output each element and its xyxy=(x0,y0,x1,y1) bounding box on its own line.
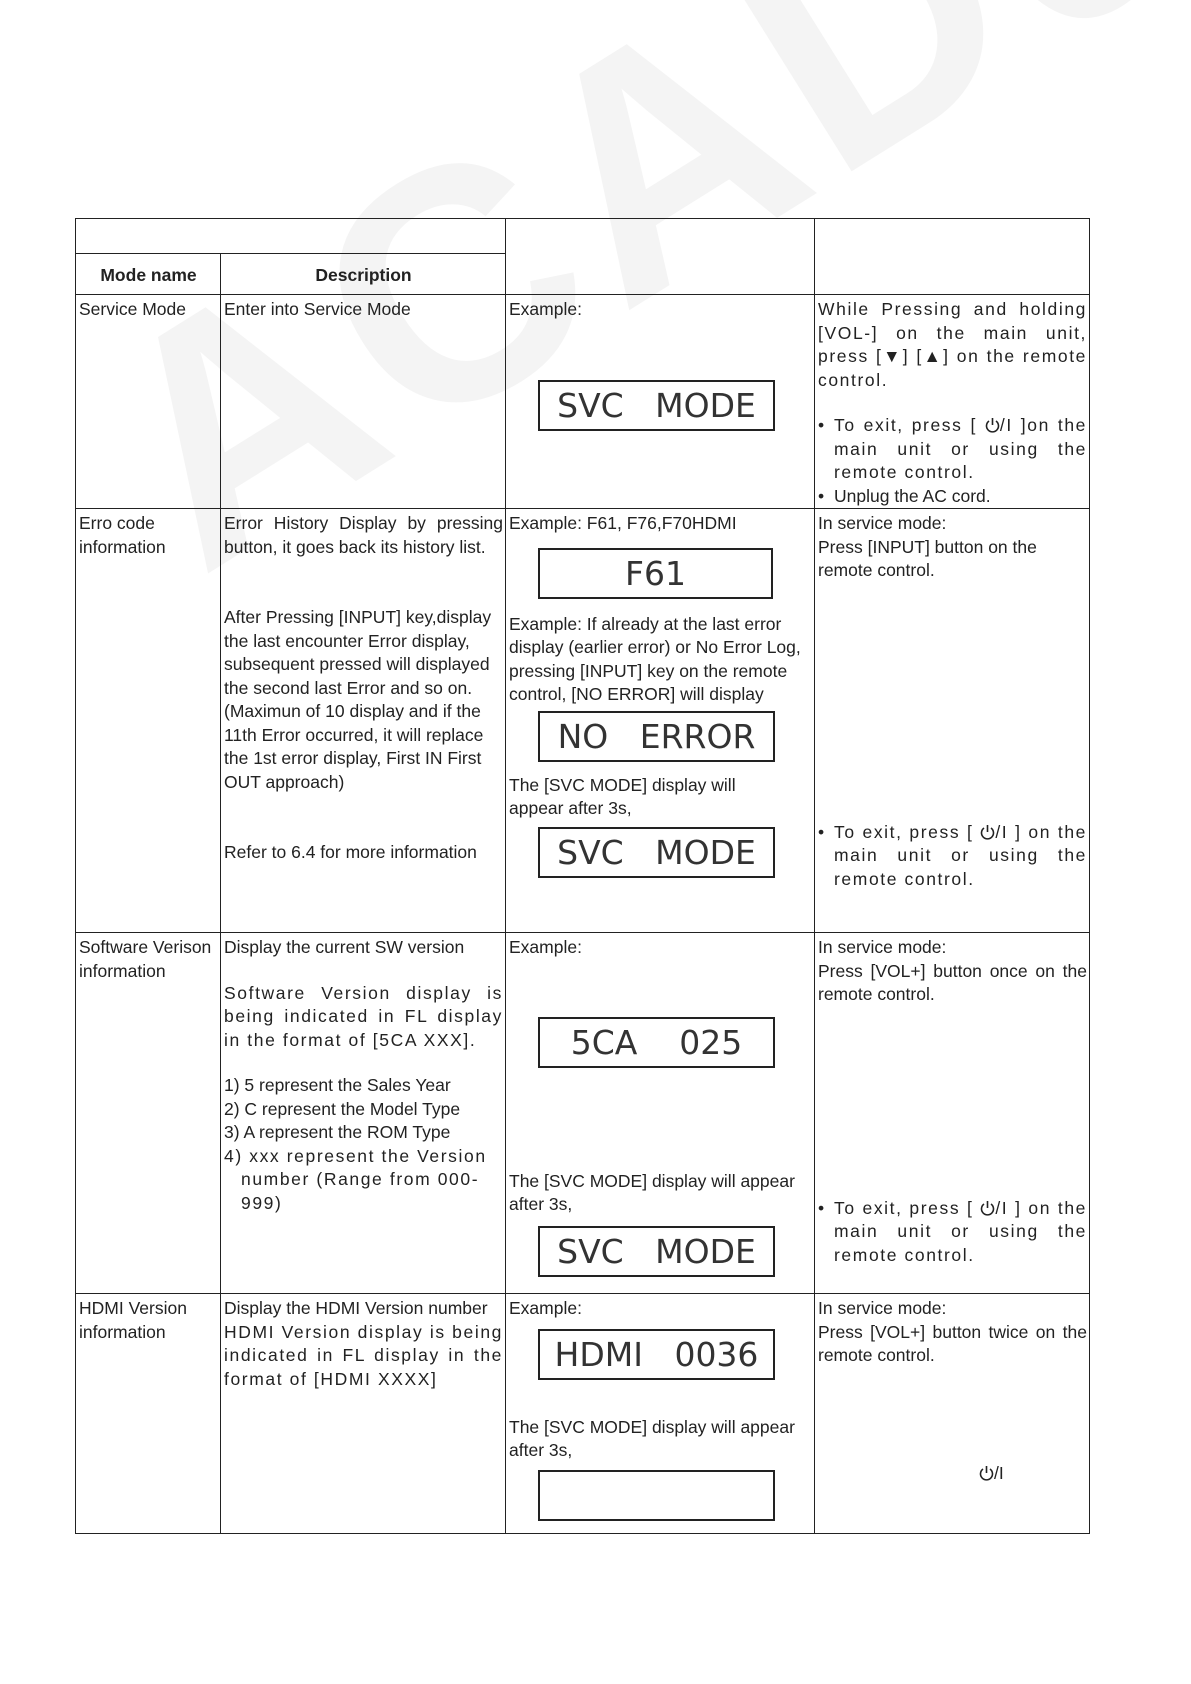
after-text: The [SVC MODE] display will appear after 3s, xyxy=(509,1170,795,1214)
header-description: Description xyxy=(221,254,506,295)
exit-text-post: ]on the main unit or using the remote control. xyxy=(834,415,1088,482)
after-text: The [SVC MODE] display will appear after 3s, xyxy=(509,774,736,818)
exit-text-post: ] on the main unit or using the remote control. xyxy=(834,1197,1087,1265)
description-text: Display the HDMI Version number xyxy=(224,1298,488,1318)
description-text: Error History Display by pressing button, it goes back its history list. xyxy=(224,513,503,557)
power-symbol-line xyxy=(818,1462,1087,1486)
display-cell xyxy=(506,509,815,933)
operation-text: In service mode: xyxy=(818,513,947,533)
power-symbol-text: /I xyxy=(995,821,1009,842)
description-text: Software Version display is being indicated in FL display in the format of [5CA XXX]. xyxy=(224,982,503,1050)
power-symbol-text: /I xyxy=(994,1462,1004,1483)
mode-name-cell: Erro code information xyxy=(76,509,221,933)
description-cell xyxy=(221,933,506,1294)
header-operation-blank xyxy=(815,219,1090,295)
table-row xyxy=(76,295,1090,509)
power-icon xyxy=(985,417,1000,434)
description-text: Enter into Service Mode xyxy=(224,299,411,319)
operation-cell xyxy=(815,509,1090,933)
exit-text-pre: To exit, press [ xyxy=(834,821,974,842)
table-row xyxy=(76,1294,1090,1534)
operation-text: Press [INPUT] button on the remote control. xyxy=(818,536,1037,580)
description-cell xyxy=(221,295,506,509)
version-list-item: 2) C represent the Model Type xyxy=(224,1098,461,1119)
header-top-blank xyxy=(76,219,506,254)
exit-text-pre: To exit, press [ xyxy=(834,1197,974,1218)
fl-display-box: SVC MODE xyxy=(538,827,775,878)
example-text: Example: If already at the last error display (earlier error) or No Error Log, pressing [INPUT] key on the remote control, [NO ERROR] will display xyxy=(509,613,801,704)
after-text: The [SVC MODE] display will appear after 3s, xyxy=(509,1416,795,1460)
table-row xyxy=(76,509,1090,933)
description-text: After Pressing [INPUT] key,display the last encounter Error display, subsequent pressed will displayed the second last Error and so on. (Maximun of 10 display and if the 11th Error occurred, it will replace the 1st error display, First IN First OUT approach) xyxy=(224,607,492,792)
description-cell xyxy=(221,509,506,933)
example-label: Example: F61, F76,F70HDMI xyxy=(509,513,737,533)
power-symbol-text: /I xyxy=(995,1197,1009,1218)
service-mode-table xyxy=(75,218,1090,1534)
power-symbol-text: /I xyxy=(999,415,1013,435)
fl-display-box: NO ERROR xyxy=(538,711,775,762)
mode-name-cell: Software Verison information xyxy=(76,933,221,1294)
fl-display-box-empty xyxy=(538,1470,775,1521)
header-display-blank xyxy=(506,219,815,295)
operation-cell xyxy=(815,1294,1090,1534)
mode-name-cell: Service Mode xyxy=(76,295,221,509)
fl-display-box: SVC MODE xyxy=(538,1226,775,1277)
operation-text: In service mode: xyxy=(818,937,947,957)
description-text: Refer to 6.4 for more information xyxy=(224,842,477,862)
unplug-instruction: • Unplug the AC cord. xyxy=(818,485,991,506)
exit-text-post: ] on the main unit or using the remote control. xyxy=(834,821,1087,889)
power-icon xyxy=(980,824,995,841)
operation-cell xyxy=(815,933,1090,1294)
operation-text: In service mode: xyxy=(818,1298,947,1318)
exit-instruction: • To exit, press [ /I ]on the main unit or using the remote control. xyxy=(818,415,1088,482)
operation-cell xyxy=(815,295,1090,509)
operation-text: Press [VOL+] button twice on the remote control. xyxy=(818,1321,1087,1365)
fl-display-box: HDMI 0036 xyxy=(538,1329,775,1380)
version-list-item: 3) A represent the ROM Type xyxy=(224,1122,451,1142)
display-cell xyxy=(506,1294,815,1534)
exit-instruction: • To exit, press [ /I ] on the main unit or using the remote control. xyxy=(818,1197,1087,1265)
exit-instruction: • To exit, press [ /I ] on the main unit or using the remote control. xyxy=(818,821,1087,889)
operation-text: Press [VOL+] button once on the remote control. xyxy=(818,960,1087,1004)
power-icon xyxy=(980,1200,995,1217)
example-label: Example: xyxy=(509,1298,582,1318)
description-cell xyxy=(221,1294,506,1534)
fl-display-box: F61 xyxy=(538,548,773,599)
version-list-item: 4) xxx represent the Version number (Range from 000-999) xyxy=(224,1145,487,1213)
header-top-row xyxy=(76,219,1090,254)
power-icon xyxy=(979,1465,994,1482)
version-list-item: 1) 5 represent the Sales Year xyxy=(224,1075,451,1095)
operation-text: While Pressing and holding [VOL-] on the main unit, press [▼] [▲] on the remote control. xyxy=(818,299,1087,390)
table-row xyxy=(76,933,1090,1294)
example-label: Example: xyxy=(509,937,582,957)
header-mode-name: Mode name xyxy=(76,254,221,295)
mode-name-cell: HDMI Version information xyxy=(76,1294,221,1534)
exit-text-pre: To exit, press [ xyxy=(834,415,977,435)
fl-display-box: SVC MODE xyxy=(538,380,775,431)
fl-display-box: 5CA 025 xyxy=(538,1017,775,1068)
example-label: Example: xyxy=(509,299,582,319)
display-cell xyxy=(506,295,815,509)
description-text: HDMI Version display is being indicated in FL display in the format of [HDMI XXXX] xyxy=(224,1321,503,1389)
description-text: Display the current SW version xyxy=(224,937,465,957)
display-cell xyxy=(506,933,815,1294)
